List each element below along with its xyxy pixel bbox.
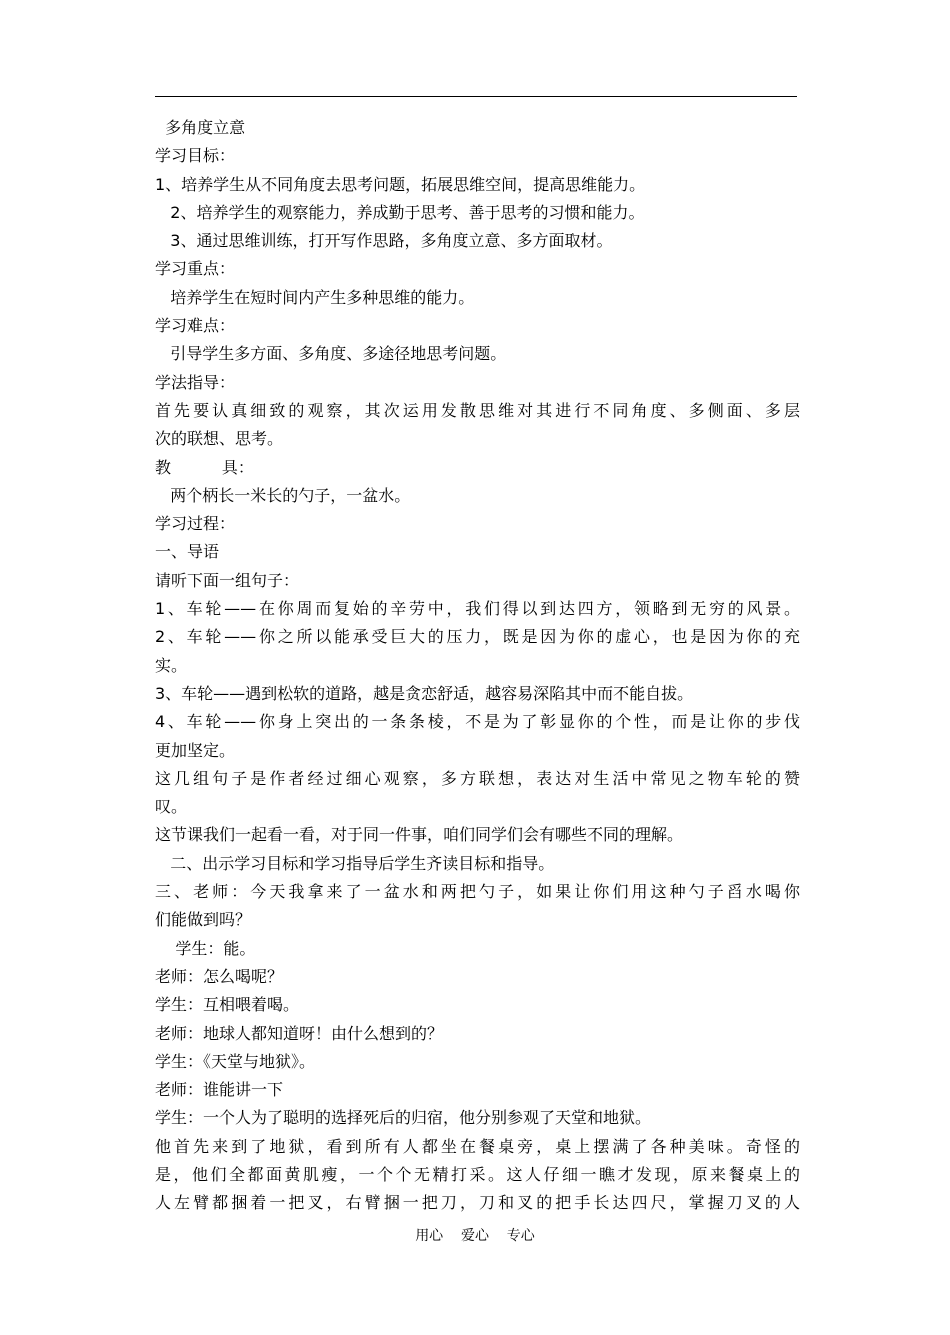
- text-line: 一、导语: [155, 542, 220, 562]
- page-footer: 用心 爱心 专心: [415, 1228, 535, 1244]
- document-title: 多角度立意: [155, 118, 246, 137]
- text-line: 学法指导：: [155, 372, 236, 392]
- text-line: 更加坚定。: [155, 740, 236, 760]
- text-line: 2、培养学生的观察能力，养成勤于思考、善于思考的习惯和能力。: [155, 202, 645, 222]
- text-line: 学习目标：: [155, 146, 236, 166]
- text-line: 他首先来到了地狱，看到所有人都坐在餐桌旁，桌上摆满了各种美味。奇怪的: [155, 1136, 800, 1156]
- text-line: 1、车轮——在你周而复始的辛劳中，我们得以到达四方，领略到无穷的风景。: [155, 599, 800, 619]
- text-line: 学习难点：: [155, 316, 236, 336]
- header-rule: [155, 96, 797, 97]
- text-line: 学生：《天堂与地狱》。: [155, 1051, 316, 1071]
- text-line: 是，他们全都面黄肌瘦，一个个无精打采。这人仔细一瞧才发现，原来餐桌上的: [155, 1164, 800, 1184]
- text-line: 次的联想、思考。: [155, 429, 284, 449]
- text-line: 三、老师：今天我拿来了一盆水和两把勺子，如果让你们用这种勺子舀水喝你: [155, 882, 800, 902]
- document-body: [155, 114, 800, 1218]
- text-line: 这几组句子是作者经过细心观察，多方联想，表达对生活中常见之物车轮的赞: [155, 768, 800, 788]
- text-line: 教 具：: [155, 457, 254, 477]
- text-line: 实。: [155, 655, 188, 675]
- text-line: 培养学生在短时间内产生多种思维的能力。: [155, 287, 475, 307]
- text-line: 3、车轮——遇到松软的道路，越是贪恋舒适，越容易深陷其中而不能自拔。: [155, 683, 694, 703]
- text-line: 2、车轮——你之所以能承受巨大的压力，既是因为你的虚心，也是因为你的充: [155, 627, 800, 647]
- text-line: 人左臂都捆着一把叉，右臂捆一把刀，刀和叉的把手长达四尺，掌握刀叉的人: [155, 1193, 800, 1213]
- text-line: 老师：地球人都知道呀！由什么想到的？: [155, 1023, 444, 1043]
- text-line: 学习重点：: [155, 259, 236, 279]
- text-line: 引导学生多方面、多角度、多途径地思考问题。: [155, 344, 507, 364]
- text-line: 学生：互相喂着喝。: [155, 995, 300, 1015]
- text-line: 学习过程：: [155, 514, 236, 534]
- text-line: 3、通过思维训练，打开写作思路，多角度立意、多方面取材。: [155, 231, 613, 251]
- text-line: 二、出示学习目标和学习指导后学生齐读目标和指导。: [155, 853, 555, 873]
- text-line: 们能做到吗？: [155, 910, 252, 930]
- text-line: 叹。: [155, 797, 188, 817]
- text-line: 这节课我们一起看一看，对于同一件事，咱们同学们会有哪些不同的理解。: [155, 825, 684, 845]
- text-line: 老师：谁能讲一下: [155, 1080, 284, 1100]
- text-line: 学生：能。: [155, 938, 256, 958]
- text-line: 请听下面一组句子：: [155, 570, 300, 590]
- text-line: 老师：怎么喝呢？: [155, 966, 284, 986]
- text-line: 学生：一个人为了聪明的选择死后的归宿，他分别参观了天堂和地狱。: [155, 1108, 652, 1128]
- text-line: 1、培养学生从不同角度去思考问题，拓展思维空间，提高思维能力。: [155, 174, 646, 194]
- text-line: 4、车轮——你身上突出的一条条棱，不是为了彰显你的个性，而是让你的步伐: [155, 712, 800, 732]
- text-line: 首先要认真细致的观察，其次运用发散思维对其进行不同角度、多侧面、多层: [155, 400, 800, 420]
- text-line: 两个柄长一米长的勺子，一盆水。: [155, 485, 411, 505]
